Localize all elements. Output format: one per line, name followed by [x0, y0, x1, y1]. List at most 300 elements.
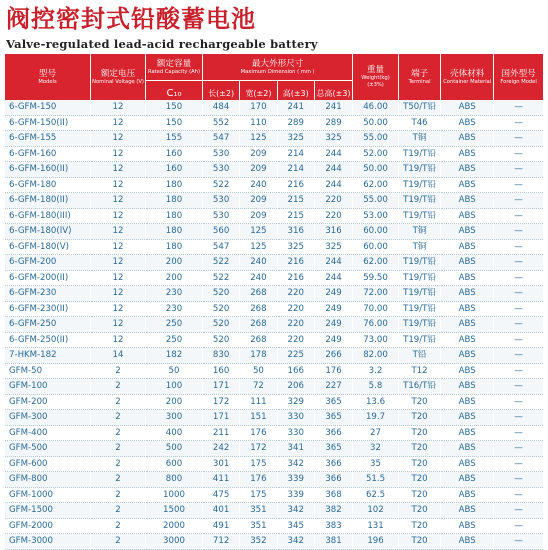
height-cell: 325: [278, 131, 314, 147]
terminal-cell: T19/T铅: [399, 255, 440, 271]
table-row: [5, 457, 543, 473]
table-row: [5, 441, 543, 457]
height-cell: 206: [278, 379, 314, 395]
capacity-cell: 180: [146, 224, 202, 240]
foreign-model-cell: —: [494, 333, 543, 349]
model-cell: GFM-600: [5, 457, 90, 473]
model-cell: GFM-2000: [5, 519, 90, 535]
voltage-cell: 12: [91, 302, 145, 318]
total-height-cell: 325: [315, 131, 352, 147]
battery-spec-table: [4, 54, 544, 550]
length-cell: 171: [203, 379, 239, 395]
height-cell: 241: [278, 100, 314, 116]
foreign-model-cell: —: [494, 379, 543, 395]
table-row: [5, 410, 543, 426]
terminal-cell: T50/T铅: [399, 100, 440, 116]
width-cell: 268: [240, 302, 276, 318]
weight-cell: 62.00: [353, 178, 398, 194]
width-cell: 50: [240, 364, 276, 380]
model-cell: GFM-300: [5, 410, 90, 426]
width-cell: 170: [240, 100, 276, 116]
voltage-cell: 2: [91, 364, 145, 380]
total-height-cell: 244: [315, 147, 352, 163]
table-row: [5, 488, 543, 504]
capacity-cell: 180: [146, 240, 202, 256]
table-row: [5, 317, 543, 333]
foreign-model-cell: —: [494, 410, 543, 426]
weight-cell: 62.5: [353, 488, 398, 504]
width-cell: 268: [240, 333, 276, 349]
table-row: [5, 209, 543, 225]
header-capacity-unit: C₁₀: [146, 80, 202, 100]
weight-cell: 55.00: [353, 193, 398, 209]
voltage-cell: 2: [91, 488, 145, 504]
header-voltage: 额定电压 Nominal Voltage (V): [91, 54, 145, 100]
foreign-model-cell: —: [494, 348, 543, 364]
length-cell: 547: [203, 240, 239, 256]
total-height-cell: 366: [315, 426, 352, 442]
terminal-cell: T19/T铅: [399, 147, 440, 163]
terminal-cell: T20: [399, 457, 440, 473]
total-height-cell: 266: [315, 348, 352, 364]
total-height-cell: 289: [315, 116, 352, 132]
terminal-cell: T19/T铅: [399, 333, 440, 349]
width-cell: 268: [240, 317, 276, 333]
foreign-model-cell: —: [494, 209, 543, 225]
container-cell: ABS: [441, 426, 493, 442]
height-cell: 216: [278, 178, 314, 194]
weight-cell: 131: [353, 519, 398, 535]
total-height-cell: 249: [315, 286, 352, 302]
capacity-cell: 230: [146, 286, 202, 302]
header-container: 壳体材料 Container Material: [441, 54, 493, 100]
height-cell: 216: [278, 255, 314, 271]
width-cell: 178: [240, 348, 276, 364]
total-height-cell: 227: [315, 379, 352, 395]
length-cell: 522: [203, 271, 239, 287]
terminal-cell: T20: [399, 519, 440, 535]
voltage-cell: 12: [91, 224, 145, 240]
width-cell: 240: [240, 255, 276, 271]
foreign-model-cell: —: [494, 286, 543, 302]
model-cell: 6-GFM-230(II): [5, 302, 90, 318]
foreign-model-cell: —: [494, 100, 543, 116]
terminal-cell: T19/T铅: [399, 286, 440, 302]
voltage-cell: 2: [91, 395, 145, 411]
total-height-cell: 365: [315, 441, 352, 457]
capacity-cell: 100: [146, 379, 202, 395]
height-cell: 316: [278, 224, 314, 240]
total-height-cell: 241: [315, 100, 352, 116]
voltage-cell: 12: [91, 131, 145, 147]
height-cell: 325: [278, 240, 314, 256]
length-cell: 530: [203, 162, 239, 178]
table-row: [5, 379, 543, 395]
height-cell: 216: [278, 271, 314, 287]
header-weight: 重量 Weight(kg) (±3%): [353, 54, 398, 100]
container-cell: ABS: [441, 193, 493, 209]
total-height-cell: 244: [315, 162, 352, 178]
capacity-cell: 230: [146, 302, 202, 318]
capacity-cell: 180: [146, 178, 202, 194]
width-cell: 176: [240, 426, 276, 442]
model-cell: 6-GFM-200: [5, 255, 90, 271]
terminal-cell: T铜: [399, 131, 440, 147]
width-cell: 209: [240, 209, 276, 225]
table-row: [5, 255, 543, 271]
table-row: [5, 116, 543, 132]
length-cell: 411: [203, 472, 239, 488]
length-cell: 484: [203, 100, 239, 116]
table-row: [5, 426, 543, 442]
weight-cell: 72.00: [353, 286, 398, 302]
model-cell: 6-GFM-150: [5, 100, 90, 116]
weight-cell: 19.7: [353, 410, 398, 426]
container-cell: ABS: [441, 364, 493, 380]
container-cell: ABS: [441, 209, 493, 225]
total-height-cell: 244: [315, 255, 352, 271]
total-height-cell: 381: [315, 534, 352, 550]
capacity-cell: 500: [146, 441, 202, 457]
width-cell: 172: [240, 441, 276, 457]
foreign-model-cell: —: [494, 302, 543, 318]
total-height-cell: 249: [315, 302, 352, 318]
model-cell: GFM-400: [5, 426, 90, 442]
foreign-model-cell: —: [494, 240, 543, 256]
capacity-cell: 600: [146, 457, 202, 473]
foreign-model-cell: —: [494, 178, 543, 194]
table-row: [5, 131, 543, 147]
container-cell: ABS: [441, 271, 493, 287]
width-cell: 209: [240, 162, 276, 178]
container-cell: ABS: [441, 224, 493, 240]
model-cell: 6-GFM-230: [5, 286, 90, 302]
height-cell: 342: [278, 503, 314, 519]
table-row: [5, 348, 543, 364]
weight-cell: 73.00: [353, 333, 398, 349]
length-cell: 475: [203, 488, 239, 504]
weight-cell: 196: [353, 534, 398, 550]
width-cell: 352: [240, 534, 276, 550]
voltage-cell: 12: [91, 209, 145, 225]
container-cell: ABS: [441, 472, 493, 488]
voltage-cell: 2: [91, 410, 145, 426]
terminal-cell: T20: [399, 534, 440, 550]
length-cell: 522: [203, 178, 239, 194]
weight-cell: 27: [353, 426, 398, 442]
voltage-cell: 14: [91, 348, 145, 364]
container-cell: ABS: [441, 116, 493, 132]
width-cell: 111: [240, 395, 276, 411]
height-cell: 345: [278, 519, 314, 535]
model-cell: 6-GFM-200(II): [5, 271, 90, 287]
width-cell: 125: [240, 240, 276, 256]
length-cell: 560: [203, 224, 239, 240]
foreign-model-cell: —: [494, 503, 543, 519]
weight-cell: 50.00: [353, 116, 398, 132]
voltage-cell: 12: [91, 286, 145, 302]
height-cell: 329: [278, 395, 314, 411]
terminal-cell: T12: [399, 364, 440, 380]
voltage-cell: 12: [91, 178, 145, 194]
weight-cell: 46.00: [353, 100, 398, 116]
container-cell: ABS: [441, 317, 493, 333]
terminal-cell: T19/T铅: [399, 209, 440, 225]
table-row: [5, 271, 543, 287]
total-height-cell: 244: [315, 271, 352, 287]
terminal-cell: T19/T铅: [399, 302, 440, 318]
capacity-cell: 200: [146, 255, 202, 271]
model-cell: GFM-200: [5, 395, 90, 411]
capacity-cell: 180: [146, 193, 202, 209]
weight-cell: 76.00: [353, 317, 398, 333]
capacity-cell: 200: [146, 395, 202, 411]
width-cell: 209: [240, 147, 276, 163]
voltage-cell: 2: [91, 426, 145, 442]
model-cell: GFM-800: [5, 472, 90, 488]
total-height-cell: 365: [315, 410, 352, 426]
model-cell: GFM-3000: [5, 534, 90, 550]
voltage-cell: 2: [91, 457, 145, 473]
foreign-model-cell: —: [494, 147, 543, 163]
model-cell: GFM-1500: [5, 503, 90, 519]
weight-cell: 50.00: [353, 162, 398, 178]
foreign-model-cell: —: [494, 317, 543, 333]
weight-cell: 70.00: [353, 302, 398, 318]
width-cell: 351: [240, 503, 276, 519]
terminal-cell: T20: [399, 426, 440, 442]
table-row: [5, 240, 543, 256]
header-width: 宽(±2): [240, 80, 276, 100]
length-cell: 211: [203, 426, 239, 442]
width-cell: 175: [240, 457, 276, 473]
weight-cell: 55.00: [353, 131, 398, 147]
total-height-cell: 244: [315, 178, 352, 194]
voltage-cell: 12: [91, 147, 145, 163]
container-cell: ABS: [441, 410, 493, 426]
length-cell: 552: [203, 116, 239, 132]
height-cell: 341: [278, 441, 314, 457]
terminal-cell: T铅: [399, 348, 440, 364]
container-cell: ABS: [441, 333, 493, 349]
voltage-cell: 2: [91, 441, 145, 457]
terminal-cell: T19/T铅: [399, 178, 440, 194]
height-cell: 339: [278, 488, 314, 504]
container-cell: ABS: [441, 441, 493, 457]
length-cell: 172: [203, 395, 239, 411]
length-cell: 160: [203, 364, 239, 380]
voltage-cell: 12: [91, 240, 145, 256]
table-row: [5, 178, 543, 194]
model-cell: 6-GFM-180: [5, 178, 90, 194]
page-title: 阀控密封式铅酸蓄电池: [6, 5, 256, 33]
model-cell: GFM-50: [5, 364, 90, 380]
height-cell: 220: [278, 302, 314, 318]
table-row: [5, 224, 543, 240]
header-height: 高(±3): [278, 80, 314, 100]
length-cell: 520: [203, 302, 239, 318]
table-row: [5, 395, 543, 411]
weight-cell: 60.00: [353, 224, 398, 240]
voltage-cell: 12: [91, 271, 145, 287]
model-cell: GFM-500: [5, 441, 90, 457]
total-height-cell: 316: [315, 224, 352, 240]
width-cell: 240: [240, 271, 276, 287]
total-height-cell: 382: [315, 503, 352, 519]
length-cell: 522: [203, 255, 239, 271]
width-cell: 125: [240, 224, 276, 240]
table-header: [5, 54, 543, 100]
width-cell: 351: [240, 519, 276, 535]
model-cell: 7-HKM-182: [5, 348, 90, 364]
foreign-model-cell: —: [494, 457, 543, 473]
width-cell: 175: [240, 488, 276, 504]
total-height-cell: 325: [315, 240, 352, 256]
capacity-cell: 50: [146, 364, 202, 380]
foreign-model-cell: —: [494, 534, 543, 550]
header-length: 长(±2): [203, 80, 239, 100]
weight-cell: 13.6: [353, 395, 398, 411]
total-height-cell: 220: [315, 193, 352, 209]
container-cell: ABS: [441, 395, 493, 411]
height-cell: 342: [278, 457, 314, 473]
container-cell: ABS: [441, 379, 493, 395]
header-model: 型号 Models: [5, 54, 90, 100]
capacity-cell: 250: [146, 317, 202, 333]
container-cell: ABS: [441, 147, 493, 163]
container-cell: ABS: [441, 457, 493, 473]
height-cell: 214: [278, 162, 314, 178]
table-row: [5, 193, 543, 209]
container-cell: ABS: [441, 286, 493, 302]
model-cell: 6-GFM-160(II): [5, 162, 90, 178]
model-cell: 6-GFM-150(II): [5, 116, 90, 132]
total-height-cell: 368: [315, 488, 352, 504]
total-height-cell: 383: [315, 519, 352, 535]
terminal-cell: T20: [399, 441, 440, 457]
voltage-cell: 2: [91, 519, 145, 535]
header-total-height: 总高(±3): [315, 80, 352, 100]
capacity-cell: 800: [146, 472, 202, 488]
table-row: [5, 503, 543, 519]
capacity-cell: 2000: [146, 519, 202, 535]
container-cell: ABS: [441, 131, 493, 147]
header-capacity: 额定容量 Rated Capacity (Ah): [146, 54, 202, 80]
weight-cell: 82.00: [353, 348, 398, 364]
capacity-cell: 200: [146, 271, 202, 287]
length-cell: 301: [203, 457, 239, 473]
height-cell: 214: [278, 147, 314, 163]
voltage-cell: 12: [91, 162, 145, 178]
voltage-cell: 12: [91, 116, 145, 132]
height-cell: 220: [278, 333, 314, 349]
terminal-cell: T20: [399, 488, 440, 504]
weight-cell: 35: [353, 457, 398, 473]
table-body: [5, 100, 543, 550]
foreign-model-cell: —: [494, 131, 543, 147]
container-cell: ABS: [441, 255, 493, 271]
width-cell: 110: [240, 116, 276, 132]
weight-cell: 59.50: [353, 271, 398, 287]
total-height-cell: 249: [315, 333, 352, 349]
capacity-cell: 1500: [146, 503, 202, 519]
foreign-model-cell: —: [494, 271, 543, 287]
capacity-cell: 160: [146, 147, 202, 163]
container-cell: ABS: [441, 503, 493, 519]
container-cell: ABS: [441, 348, 493, 364]
capacity-cell: 182: [146, 348, 202, 364]
model-cell: 6-GFM-180(IV): [5, 224, 90, 240]
height-cell: 215: [278, 193, 314, 209]
foreign-model-cell: —: [494, 441, 543, 457]
height-cell: 225: [278, 348, 314, 364]
terminal-cell: T20: [399, 503, 440, 519]
capacity-cell: 150: [146, 100, 202, 116]
container-cell: ABS: [441, 519, 493, 535]
table-row: [5, 472, 543, 488]
model-cell: 6-GFM-250(II): [5, 333, 90, 349]
table-row: [5, 286, 543, 302]
width-cell: 240: [240, 178, 276, 194]
length-cell: 530: [203, 193, 239, 209]
weight-cell: 5.8: [353, 379, 398, 395]
foreign-model-cell: —: [494, 224, 543, 240]
length-cell: 171: [203, 410, 239, 426]
voltage-cell: 2: [91, 472, 145, 488]
voltage-cell: 12: [91, 317, 145, 333]
height-cell: 289: [278, 116, 314, 132]
foreign-model-cell: —: [494, 193, 543, 209]
total-height-cell: 365: [315, 395, 352, 411]
terminal-cell: T19/T铅: [399, 162, 440, 178]
length-cell: 830: [203, 348, 239, 364]
length-cell: 530: [203, 147, 239, 163]
model-cell: 6-GFM-155: [5, 131, 90, 147]
container-cell: ABS: [441, 100, 493, 116]
length-cell: 520: [203, 286, 239, 302]
model-cell: 6-GFM-180(III): [5, 209, 90, 225]
capacity-cell: 1000: [146, 488, 202, 504]
width-cell: 209: [240, 193, 276, 209]
length-cell: 401: [203, 503, 239, 519]
container-cell: ABS: [441, 534, 493, 550]
length-cell: 712: [203, 534, 239, 550]
header-foreign-model: 国外型号 Foreign Model: [494, 54, 543, 100]
weight-cell: 60.00: [353, 240, 398, 256]
total-height-cell: 366: [315, 457, 352, 473]
length-cell: 242: [203, 441, 239, 457]
capacity-cell: 155: [146, 131, 202, 147]
capacity-cell: 3000: [146, 534, 202, 550]
voltage-cell: 2: [91, 379, 145, 395]
table-row: [5, 147, 543, 163]
weight-cell: 102: [353, 503, 398, 519]
weight-cell: 52.00: [353, 147, 398, 163]
voltage-cell: 12: [91, 333, 145, 349]
terminal-cell: T20: [399, 410, 440, 426]
terminal-cell: T铜: [399, 240, 440, 256]
length-cell: 530: [203, 209, 239, 225]
model-cell: GFM-100: [5, 379, 90, 395]
foreign-model-cell: —: [494, 488, 543, 504]
length-cell: 520: [203, 317, 239, 333]
container-cell: ABS: [441, 302, 493, 318]
table-row: [5, 364, 543, 380]
foreign-model-cell: —: [494, 162, 543, 178]
total-height-cell: 176: [315, 364, 352, 380]
terminal-cell: T19/T铅: [399, 317, 440, 333]
terminal-cell: T19/T铅: [399, 193, 440, 209]
